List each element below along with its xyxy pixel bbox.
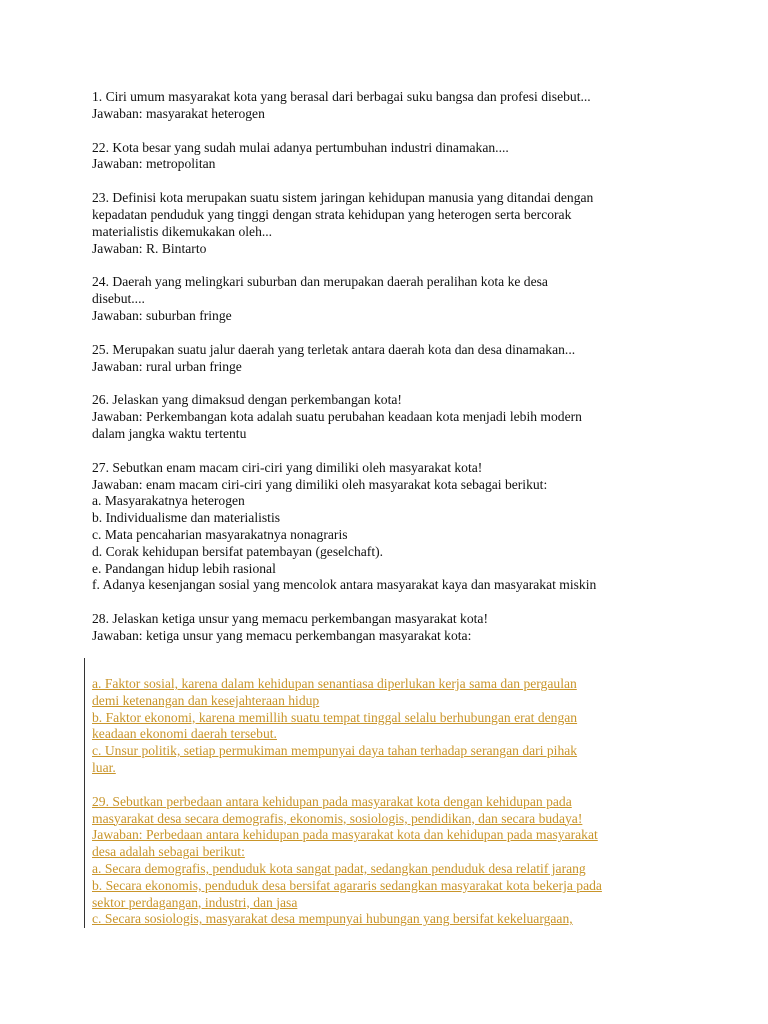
question-1 — [92, 89, 732, 123]
inserted-text: Jawaban: Perbedaan antara kehidupan pada masyarakat kota dan kehidupan pada masyarakat — [92, 827, 598, 843]
inserted-text: demi ketenangan dan kesejahteraan hidup — [92, 692, 320, 708]
question-text: disebut.... — [92, 291, 145, 307]
question-27 — [92, 460, 732, 594]
inserted-text: luar. — [92, 759, 116, 775]
inserted-text: masyarakat desa secara demografis, ekonomis, sosiologis, pendidikan, dan secara budaya! — [92, 810, 583, 826]
inserted-text: a. Faktor sosial, karena dalam kehidupan senantiasa diperlukan kerja sama dan pergaulan — [92, 676, 577, 691]
question-26 — [92, 392, 732, 442]
question-text: 26. Jelaskan yang dimaksud dengan perkembangan kota! — [92, 392, 402, 408]
tracked-changes-section — [92, 676, 732, 945]
list-item: c. Mata pencaharian masyarakatnya nonagraris — [92, 526, 348, 542]
inserted-text: desa adalah sebagai berikut: — [92, 844, 245, 860]
question-28 — [92, 611, 732, 645]
answer-text: Jawaban: ketiga unsur yang memacu perkembangan masyarakat kota: — [92, 627, 472, 643]
answer-text: Jawaban: masyarakat heterogen — [92, 105, 265, 121]
list-item: f. Adanya kesenjangan sosial yang mencolok antara masyarakat kaya dan masyarakat miskin — [92, 577, 597, 593]
answer-text: dalam jangka waktu tertentu — [92, 425, 247, 441]
tracked-question-28-answers — [92, 676, 732, 777]
question-text: materialistis dikemukakan oleh... — [92, 223, 273, 239]
revision-change-bar — [84, 658, 85, 928]
question-25 — [92, 342, 732, 376]
answer-text: Jawaban: R. Bintarto — [92, 240, 207, 256]
inserted-text: b. Faktor ekonomi, karena memillih suatu tempat tinggal selalu berhubungan erat dengan — [92, 709, 578, 725]
answer-text: Jawaban: suburban fringe — [92, 307, 232, 323]
question-text: 24. Daerah yang melingkari suburban dan merupakan daerah peralihan kota ke desa — [92, 274, 548, 290]
inserted-text: keadaan ekonomi daerah tersebut. — [92, 726, 277, 742]
list-item: b. Individualisme dan materialistis — [92, 510, 281, 526]
list-item: a. Masyarakatnya heterogen — [92, 493, 245, 509]
question-22 — [92, 140, 732, 174]
question-text: 23. Definisi kota merupakan suatu sistem jaringan kehidupan manusia yang ditandai dengan — [92, 190, 594, 206]
answer-text: Jawaban: enam macam ciri-ciri yang dimiliki oleh masyarakat kota sebagai berikut: — [92, 476, 548, 492]
answer-text: Jawaban: metropolitan — [92, 156, 216, 172]
answer-text: Jawaban: rural urban fringe — [92, 358, 242, 374]
inserted-text: c. Secara sosiologis, masyarakat desa mempunyai hubungan yang bersifat kekeluargaan, — [92, 911, 573, 927]
list-item: e. Pandangan hidup lebih rasional — [92, 560, 276, 576]
document-body — [92, 89, 732, 662]
inserted-text: 29. Sebutkan perbedaan antara kehidupan pada masyarakat kota dengan kehidupan pada — [92, 793, 572, 809]
question-text: 28. Jelaskan ketiga unsur yang memacu perkembangan masyarakat kota! — [92, 611, 488, 627]
question-23 — [92, 190, 732, 257]
answer-text: Jawaban: Perkembangan kota adalah suatu perubahan keadaan kota menjadi lebih modern — [92, 409, 582, 425]
inserted-text: c. Unsur politik, setiap permukiman mempunyai daya tahan terhadap serangan dari pihak — [92, 743, 578, 759]
list-item: d. Corak kehidupan bersifat patembayan (geselchaft). — [92, 543, 384, 559]
tracked-question-29 — [92, 794, 732, 928]
question-text: 27. Sebutkan enam macam ciri-ciri yang dimiliki oleh masyarakat kota! — [92, 459, 483, 475]
inserted-text: b. Secara ekonomis, penduduk desa bersifat agararis sedangkan masyarakat kota bekerja pada — [92, 877, 602, 893]
question-text: kepadatan penduduk yang tinggi dengan strata kehidupan yang heterogen serta bercorak — [92, 206, 572, 222]
question-text: 22. Kota besar yang sudah mulai adanya pertumbuhan industri dinamakan.... — [92, 139, 509, 155]
inserted-text: a. Secara demografis, penduduk kota sangat padat, sedangkan penduduk desa relatif jarang — [92, 860, 586, 876]
question-text: 1. Ciri umum masyarakat kota yang berasal dari berbagai suku bangsa dan profesi disebut... — [92, 89, 591, 104]
inserted-text: sektor perdagangan, industri, dan jasa — [92, 894, 298, 910]
question-text: 25. Merupakan suatu jalur daerah yang terletak antara daerah kota dan desa dinamakan... — [92, 341, 576, 357]
question-24 — [92, 274, 732, 324]
